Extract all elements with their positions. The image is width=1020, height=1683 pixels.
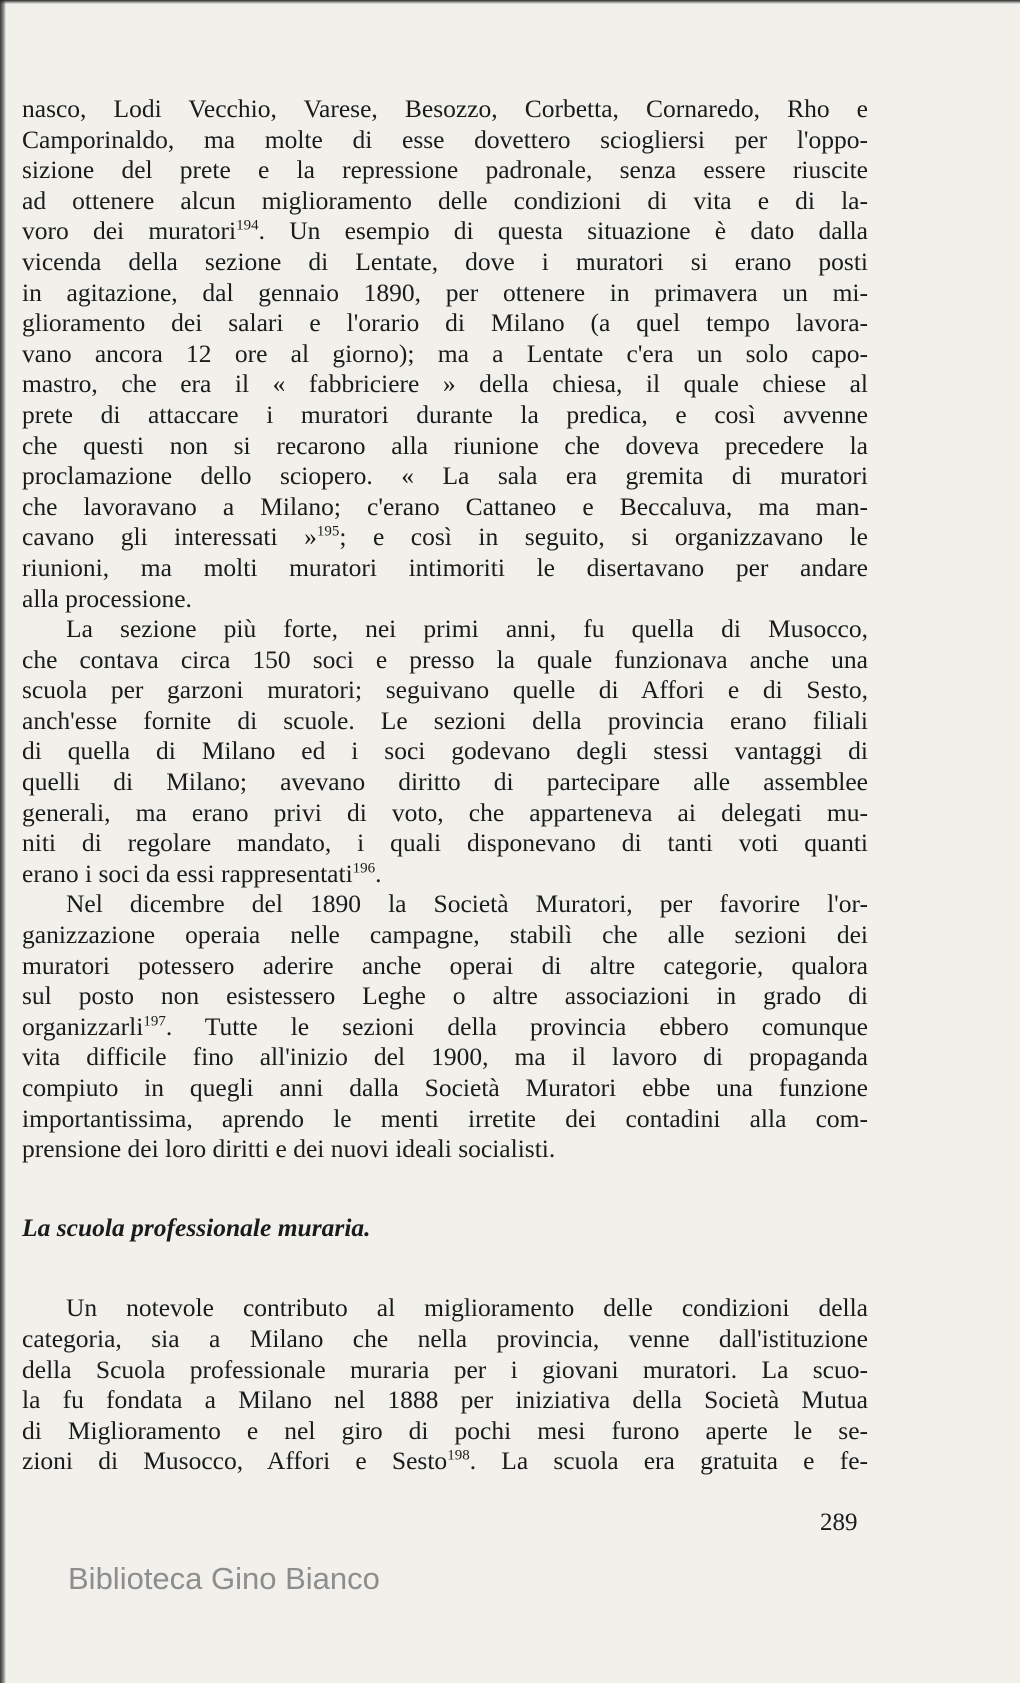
- text-line: che lavoravano a Milano; c'erano Cattaneo e Beccaluva, ma man-: [22, 491, 868, 521]
- text-fragment: . La scuola era gratuita e fe-: [469, 1446, 869, 1476]
- text-line: di quella di Milano ed i soci godevano degli stessi vantaggi di: [22, 736, 868, 766]
- text-line: riunioni, ma molti muratori intimoriti le disertavano per andare: [22, 552, 868, 582]
- text-line: quelli di Milano; avevano diritto di partecipare alle assemblee: [22, 767, 868, 797]
- text-line: niti di regolare mandato, i quali disponevano di tanti voti quanti: [22, 828, 868, 858]
- text-line: che questi non si recarono alla riunione che doveva precedere la: [22, 430, 868, 460]
- text-line: generali, ma erano privi di voto, che apparteneva ai delegati mu-: [22, 797, 868, 827]
- text-line: compiuto in quegli anni dalla Società Muratori ebbe una funzione: [22, 1073, 868, 1102]
- text-line-with-footnote: [22, 859, 868, 890]
- text-fragment: voro dei muratori: [22, 216, 237, 246]
- text-fragment: . Un esempio di questa situazione è dato dalla: [258, 216, 868, 246]
- scan-edge-left: [0, 0, 6, 1683]
- text-line: muratori potessero aderire anche operai di altre categorie, qualora: [22, 950, 868, 980]
- text-line: vita difficile fino all'inizio del 1900, ma il lavoro di propaganda: [22, 1042, 868, 1072]
- text-line: alla processione.: [22, 583, 192, 613]
- text-line-with-footnote: [22, 522, 868, 553]
- text-line: prete di attaccare i muratori durante la predica, e così avvenne: [22, 399, 868, 429]
- text-line: Un notevole contributo al miglioramento delle condizioni della: [66, 1293, 868, 1323]
- section-spacer: [22, 1165, 868, 1213]
- text-fragment: zioni di Musocco, Affori e Sesto: [22, 1446, 448, 1476]
- text-fragment: .: [375, 858, 382, 888]
- paragraph-3: [22, 889, 868, 1164]
- text-line: importantissima, aprendo le menti irretite dei contadini alla com-: [22, 1103, 868, 1133]
- footnote-ref-194: 194: [236, 217, 259, 234]
- text-line: vicenda della sezione di Lentate, dove i muratori si erano posti: [22, 246, 868, 276]
- section-title: La scuola professionale muraria.: [22, 1212, 371, 1242]
- text-fragment: cavano gli interessati »: [22, 522, 317, 552]
- footnote-ref-198: 198: [447, 1447, 470, 1464]
- text-line: che contava circa 150 soci e presso la quale funzionava anche una: [22, 644, 868, 674]
- text-line: della Scuola professionale muraria per i giovani muratori. La scuo-: [22, 1354, 868, 1384]
- text-line: nasco, Lodi Vecchio, Varese, Besozzo, Corbetta, Cornaredo, Rho e: [22, 94, 868, 123]
- text-line: proclamazione dello sciopero. « La sala era gremita di muratori: [22, 461, 868, 491]
- text-line-with-footnote: [22, 216, 868, 247]
- text-line: in agitazione, dal gennaio 1890, per ottenere in primavera un mi-: [22, 277, 868, 307]
- library-watermark: Biblioteca Gino Bianco: [68, 1561, 380, 1596]
- paragraph-4: [22, 1293, 868, 1477]
- text-line-with-footnote: [22, 1446, 868, 1477]
- text-line: ganizzazione operaia nelle campagne, stabilì che alle sezioni dei: [22, 920, 868, 950]
- footnote-ref-195: 195: [316, 523, 340, 540]
- text-fragment: . Tutte le sezioni della provincia ebbero comunque: [165, 1011, 868, 1041]
- section-spacer: [22, 1243, 868, 1293]
- text-line: sizione del prete e la repressione padronale, senza essere riuscite: [22, 155, 868, 185]
- scan-edge-top: [0, 0, 1020, 4]
- text-line: vano ancora 12 ore al giorno); ma a Lentate c'era un solo capo-: [22, 338, 868, 368]
- text-line: Camporinaldo, ma molte di esse dovettero sciogliersi per l'oppo-: [22, 124, 868, 154]
- text-fragment: organizzarli: [22, 1011, 144, 1041]
- text-line: la fu fondata a Milano nel 1888 per iniziativa della Società Mutua: [22, 1385, 868, 1415]
- text-line: ad ottenere alcun miglioramento delle condizioni di vita e di la-: [22, 185, 868, 215]
- paragraph-2: [22, 614, 868, 889]
- text-line: categoria, sia a Milano che nella provincia, venne dall'istituzione: [22, 1323, 868, 1353]
- text-fragment: ; e così in seguito, si organizzavano le: [339, 522, 868, 552]
- text-line: glioramento dei salari e l'orario di Milano (a quel tempo lavora-: [22, 308, 868, 338]
- footnote-ref-197: 197: [143, 1013, 166, 1030]
- text-line: prensione dei loro diritti e dei nuovi ideali socialisti.: [22, 1134, 556, 1164]
- text-line: La sezione più forte, nei primi anni, fu quella di Musocco,: [66, 614, 868, 644]
- text-fragment: erano i soci da essi rappresentati: [22, 858, 353, 888]
- text-line: mastro, che era il « fabbriciere » della chiesa, il quale chiese al: [22, 369, 868, 399]
- text-line: di Miglioramento e nel giro di pochi mesi furono aperte le se-: [22, 1415, 868, 1445]
- text-line: anch'esse fornite di scuole. Le sezioni della provincia erano filiali: [22, 705, 868, 735]
- paragraph-1: [22, 94, 868, 614]
- text-line: scuola per garzoni muratori; seguivano quelle di Affori e di Sesto,: [22, 675, 868, 705]
- text-line: sul posto non esistessero Leghe o altre associazioni in grado di: [22, 981, 868, 1011]
- text-line: Nel dicembre del 1890 la Società Muratori, per favorire l'or-: [66, 889, 868, 919]
- footnote-ref-196: 196: [352, 860, 376, 877]
- book-page: [22, 94, 868, 1477]
- page-number: 289: [820, 1509, 858, 1536]
- text-line-with-footnote: [22, 1012, 868, 1043]
